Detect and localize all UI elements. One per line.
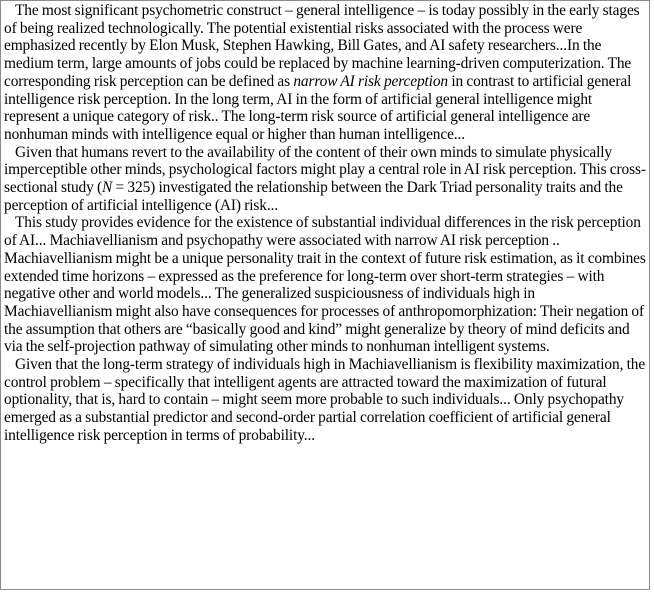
paragraph-study-design [4, 144, 646, 215]
text-segment: The most significant psychometric construct – general intelligence – is today possibly in the early stages of being realized technologically. The potential existential risks associated with the process were emphasized recently by Elon Musk, Stephen Hawking, Bill Gates, and AI safety researchers...In the medium term, large amounts of jobs could be replaced by machine learning-driven computerization. The corresponding risk perception can be defined as [4, 2, 640, 90]
text-segment: This study provides evidence for the existence of substantial individual differences in the risk perception of AI... Machiavellianism and psychopathy were associated with narrow AI risk perception .. Machiavellianism might be a unique personality trait in the context of future risk estimation, as it combines extended time horizons – expressed as the preference for long-term over short-term strategies – with negative other and world models... The generalized suspiciousness of individuals high in Machiavellianism might also have consequences for processes of anthropomorphization: Their negation of the assumption that others are “basically good and kind” might generalize by theory of mind deficits and via the self-projection pathway of simulating other minds to nonhuman intelligent systems. [4, 214, 646, 356]
paragraph-intelligence-risk [4, 2, 646, 144]
text-segment: Given that the long-term strategy of individuals high in Machiavellianism is flexibility maximization, the control problem – specifically that intelligent agents are attracted toward the maximization of futural optionality, that is, hard to contain – might seem more probable to such individuals... Only psychopathy emerged as a substantial predictor and second-order partial correlation coefficient of artificial general intelligence risk perception in terms of probability... [4, 356, 646, 444]
italic-sample-size-symbol: N [102, 179, 113, 197]
paragraph-individual-differences [4, 214, 646, 356]
paragraph-control-problem [4, 356, 646, 445]
text-segment: Given that humans revert to the availability of the content of their own minds to simulate physically imperceptible other minds, psychological factors might play a central role in AI risk perception. This cross-sectional study ( [4, 143, 646, 197]
text-segment: = 325) investigated the relationship between the Dark Triad personality traits and the perception of artificial intelligence (AI) risk... [4, 179, 623, 214]
italic-term-narrow-ai-risk-perception: narrow AI risk perception [293, 72, 448, 90]
text-segment: in contrast to artificial general intelligence risk perception. In the long term, AI in the form of artificial general intelligence might represent a unique category of risk.. The long-term risk source of artificial general intelligence are nonhuman minds with intelligence equal or higher than human intelligence... [4, 72, 632, 143]
